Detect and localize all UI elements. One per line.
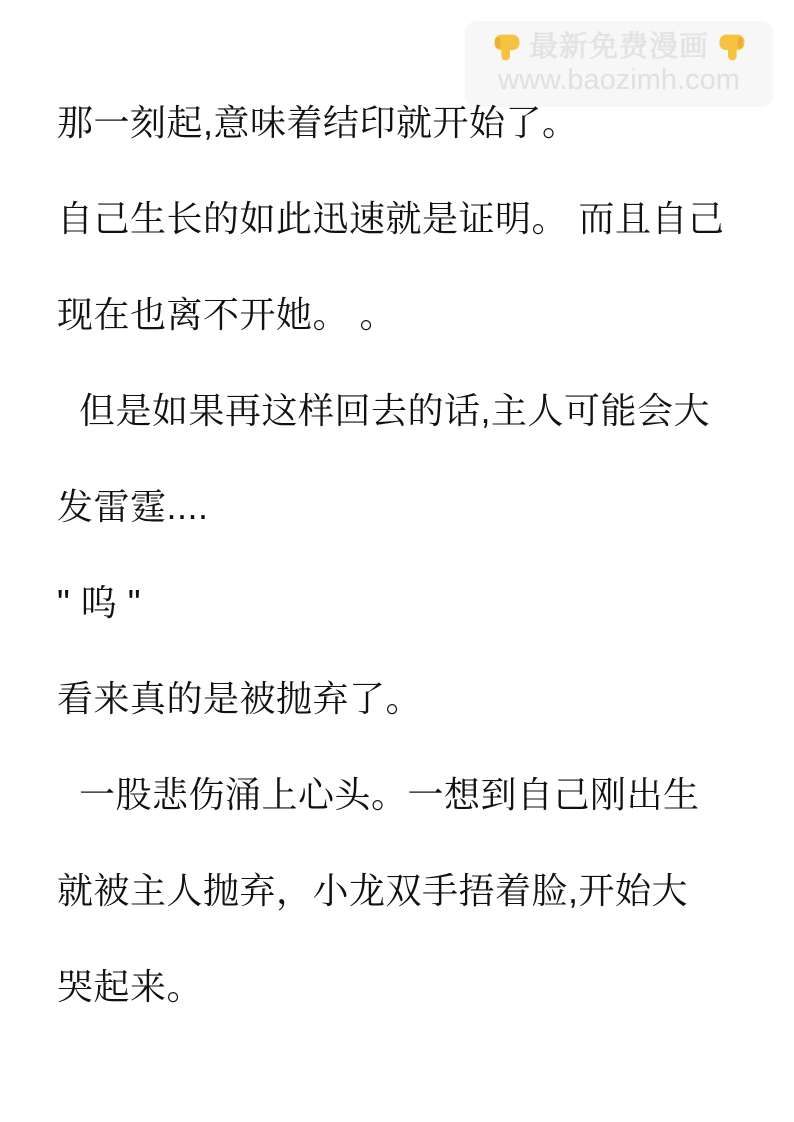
watermark-url: www.baozimh.com bbox=[498, 64, 740, 97]
pointing-down-hand-icon bbox=[716, 32, 747, 63]
text-line: 哭起来。 bbox=[57, 966, 204, 1007]
text-line: 那一刻起,意味着结印就开始了。 bbox=[57, 102, 579, 143]
text-line: 发雷霆.... bbox=[57, 486, 209, 527]
novel-text-block bbox=[57, 75, 767, 1035]
text-line: 但是如果再这样回去的话,主人可能会大 bbox=[79, 390, 711, 431]
text-line: 看来真的是被抛弃了。 bbox=[57, 678, 423, 719]
text-line: 一股悲伤涌上心头。一想到自己刚出生 bbox=[79, 774, 700, 815]
text-line: 就被主人抛弃，小龙双手捂着脸,开始大 bbox=[57, 870, 689, 911]
watermark-banner-text: 最新免费漫画 bbox=[528, 31, 709, 64]
watermark-banner bbox=[491, 32, 747, 63]
pointing-down-hand-icon bbox=[491, 32, 522, 63]
text-line: " 呜 " bbox=[57, 582, 142, 623]
text-line: 自己生长的如此迅速就是证明。 而且自己 bbox=[57, 198, 725, 239]
text-line: 现在也离不开她。 。 bbox=[57, 294, 397, 335]
